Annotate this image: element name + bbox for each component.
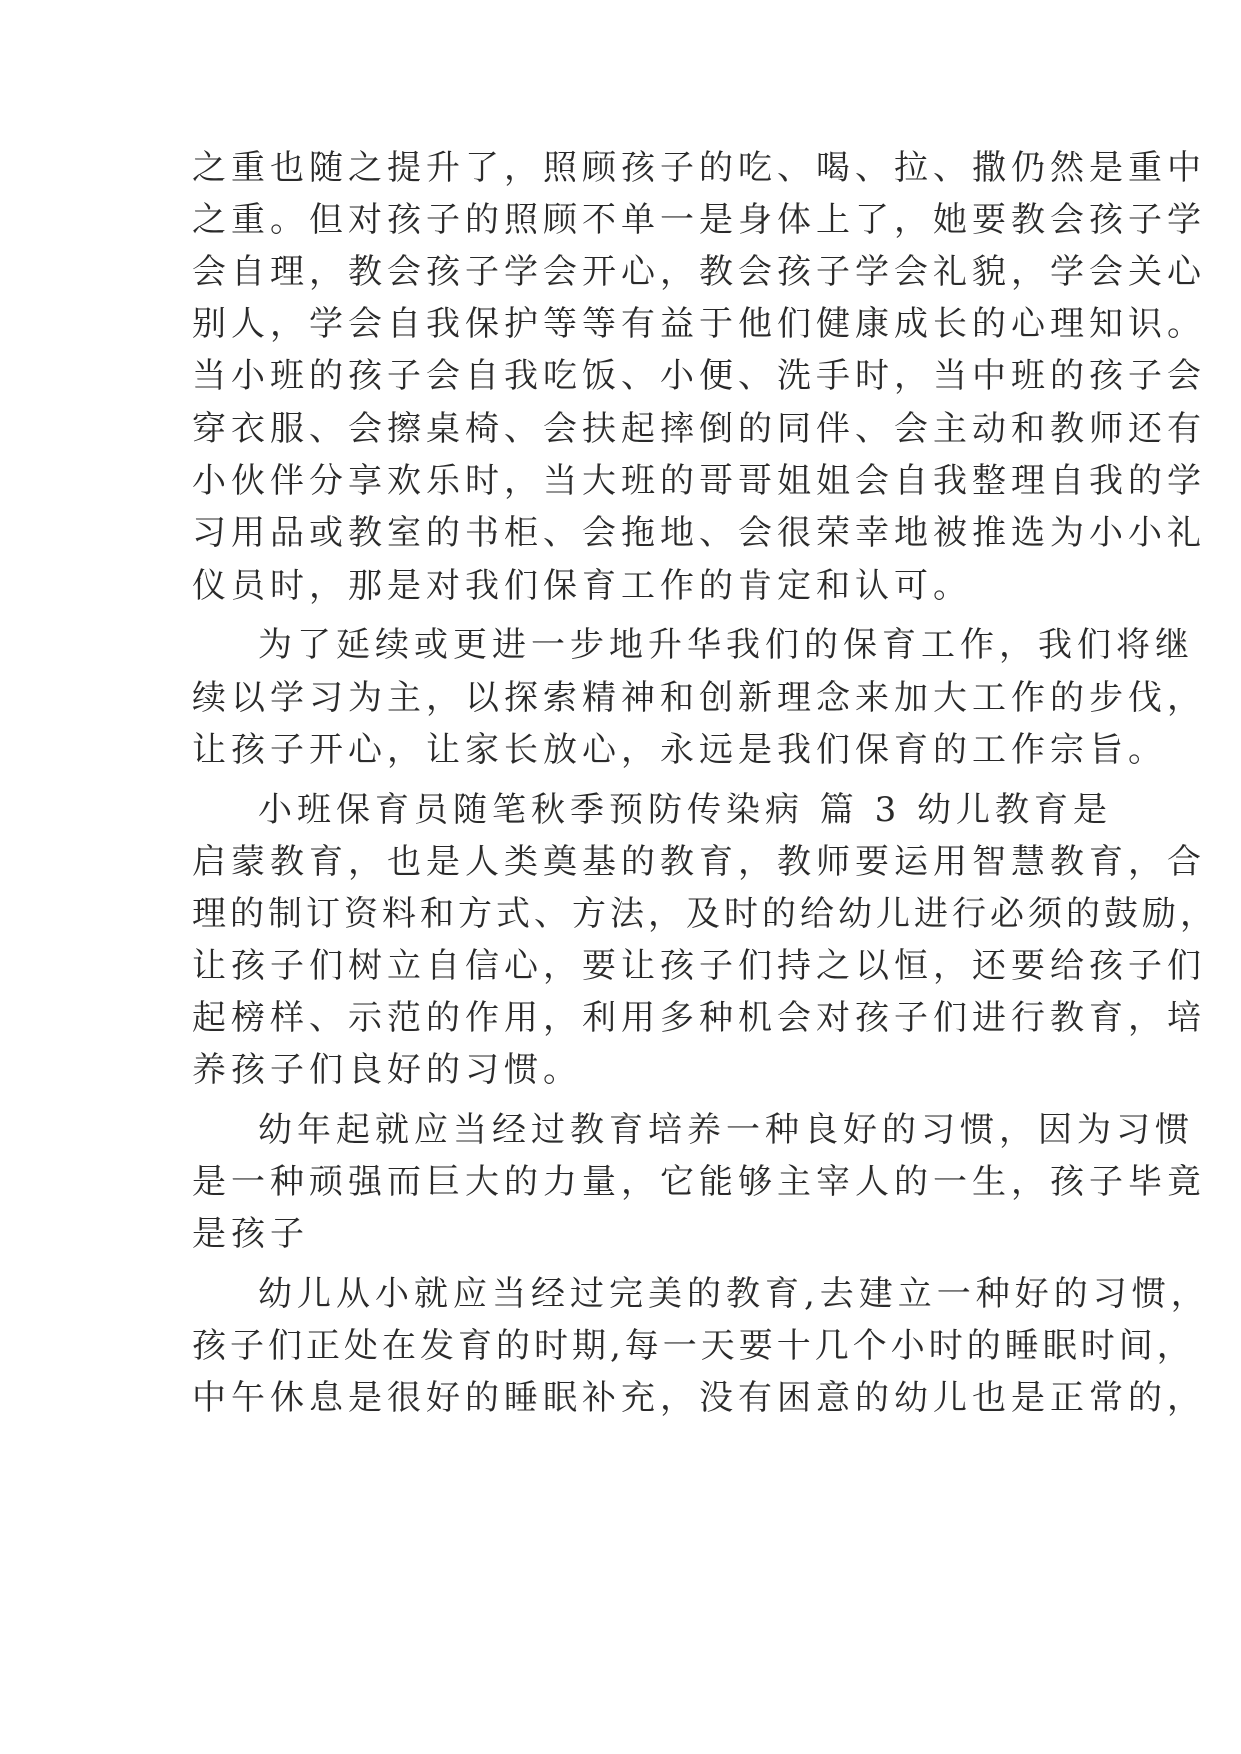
paragraph-first-line: 为了延续或更进一步地升华我们的保育工作，我们将继 <box>258 625 1194 665</box>
text-line: 之重。但对孩子的照顾不单一是身体上了，她要教会孩子学 <box>192 200 1206 240</box>
text-line: 穿衣服、会擦桌椅、会扶起摔倒的同伴、会主动和教师还有 <box>192 409 1206 449</box>
text-line: 之重也随之提升了，照顾孩子的吃、喝、拉、撒仍然是重中 <box>192 148 1206 188</box>
text-line: 会自理，教会孩子学会开心，教会孩子学会礼貌，学会关心 <box>192 252 1206 292</box>
text-line: 理的制订资料和方式、方法，及时的给幼儿进行必须的鼓励， <box>192 894 1218 934</box>
text-line: 让孩子开心，让家长放心，永远是我们保育的工作宗旨。 <box>192 730 1167 770</box>
section-heading-line: 小班保育员随笔秋季预防传染病 篇 3 幼儿教育是 <box>258 790 1113 830</box>
paragraph-first-line: 幼儿从小就应当经过完美的教育,去建立一种好的习惯， <box>258 1274 1210 1314</box>
text-line: 让孩子们树立自信心，要让孩子们持之以恒，还要给孩子们 <box>192 946 1206 986</box>
text-line: 当小班的孩子会自我吃饭、小便、洗手时，当中班的孩子会 <box>192 356 1206 396</box>
text-line: 是孩子 <box>192 1214 309 1254</box>
text-line: 养孩子们良好的习惯。 <box>192 1050 582 1090</box>
text-line: 仪员时，那是对我们保育工作的肯定和认可。 <box>192 566 972 606</box>
text-line: 是一种顽强而巨大的力量，它能够主宰人的一生，孩子毕竟 <box>192 1162 1206 1202</box>
text-line: 孩子们正处在发育的时期,每一天要十几个小时的睡眠时间， <box>192 1326 1195 1366</box>
text-line: 续以学习为主，以探索精神和创新理念来加大工作的步伐， <box>192 678 1206 718</box>
text-line: 启蒙教育，也是人类奠基的教育，教师要运用智慧教育，合 <box>192 842 1206 882</box>
text-line: 起榜样、示范的作用，利用多种机会对孩子们进行教育，培 <box>192 998 1206 1038</box>
text-line: 别人，学会自我保护等等有益于他们健康成长的心理知识。 <box>192 304 1206 344</box>
text-line: 习用品或教室的书柜、会拖地、会很荣幸地被推选为小小礼 <box>192 513 1206 553</box>
text-line: 小伙伴分享欢乐时，当大班的哥哥姐姐会自我整理自我的学 <box>192 461 1206 501</box>
paragraph-first-line: 幼年起就应当经过教育培养一种良好的习惯，因为习惯 <box>258 1110 1194 1150</box>
text-line: 中午休息是很好的睡眠补充，没有困意的幼儿也是正常的， <box>192 1378 1206 1418</box>
